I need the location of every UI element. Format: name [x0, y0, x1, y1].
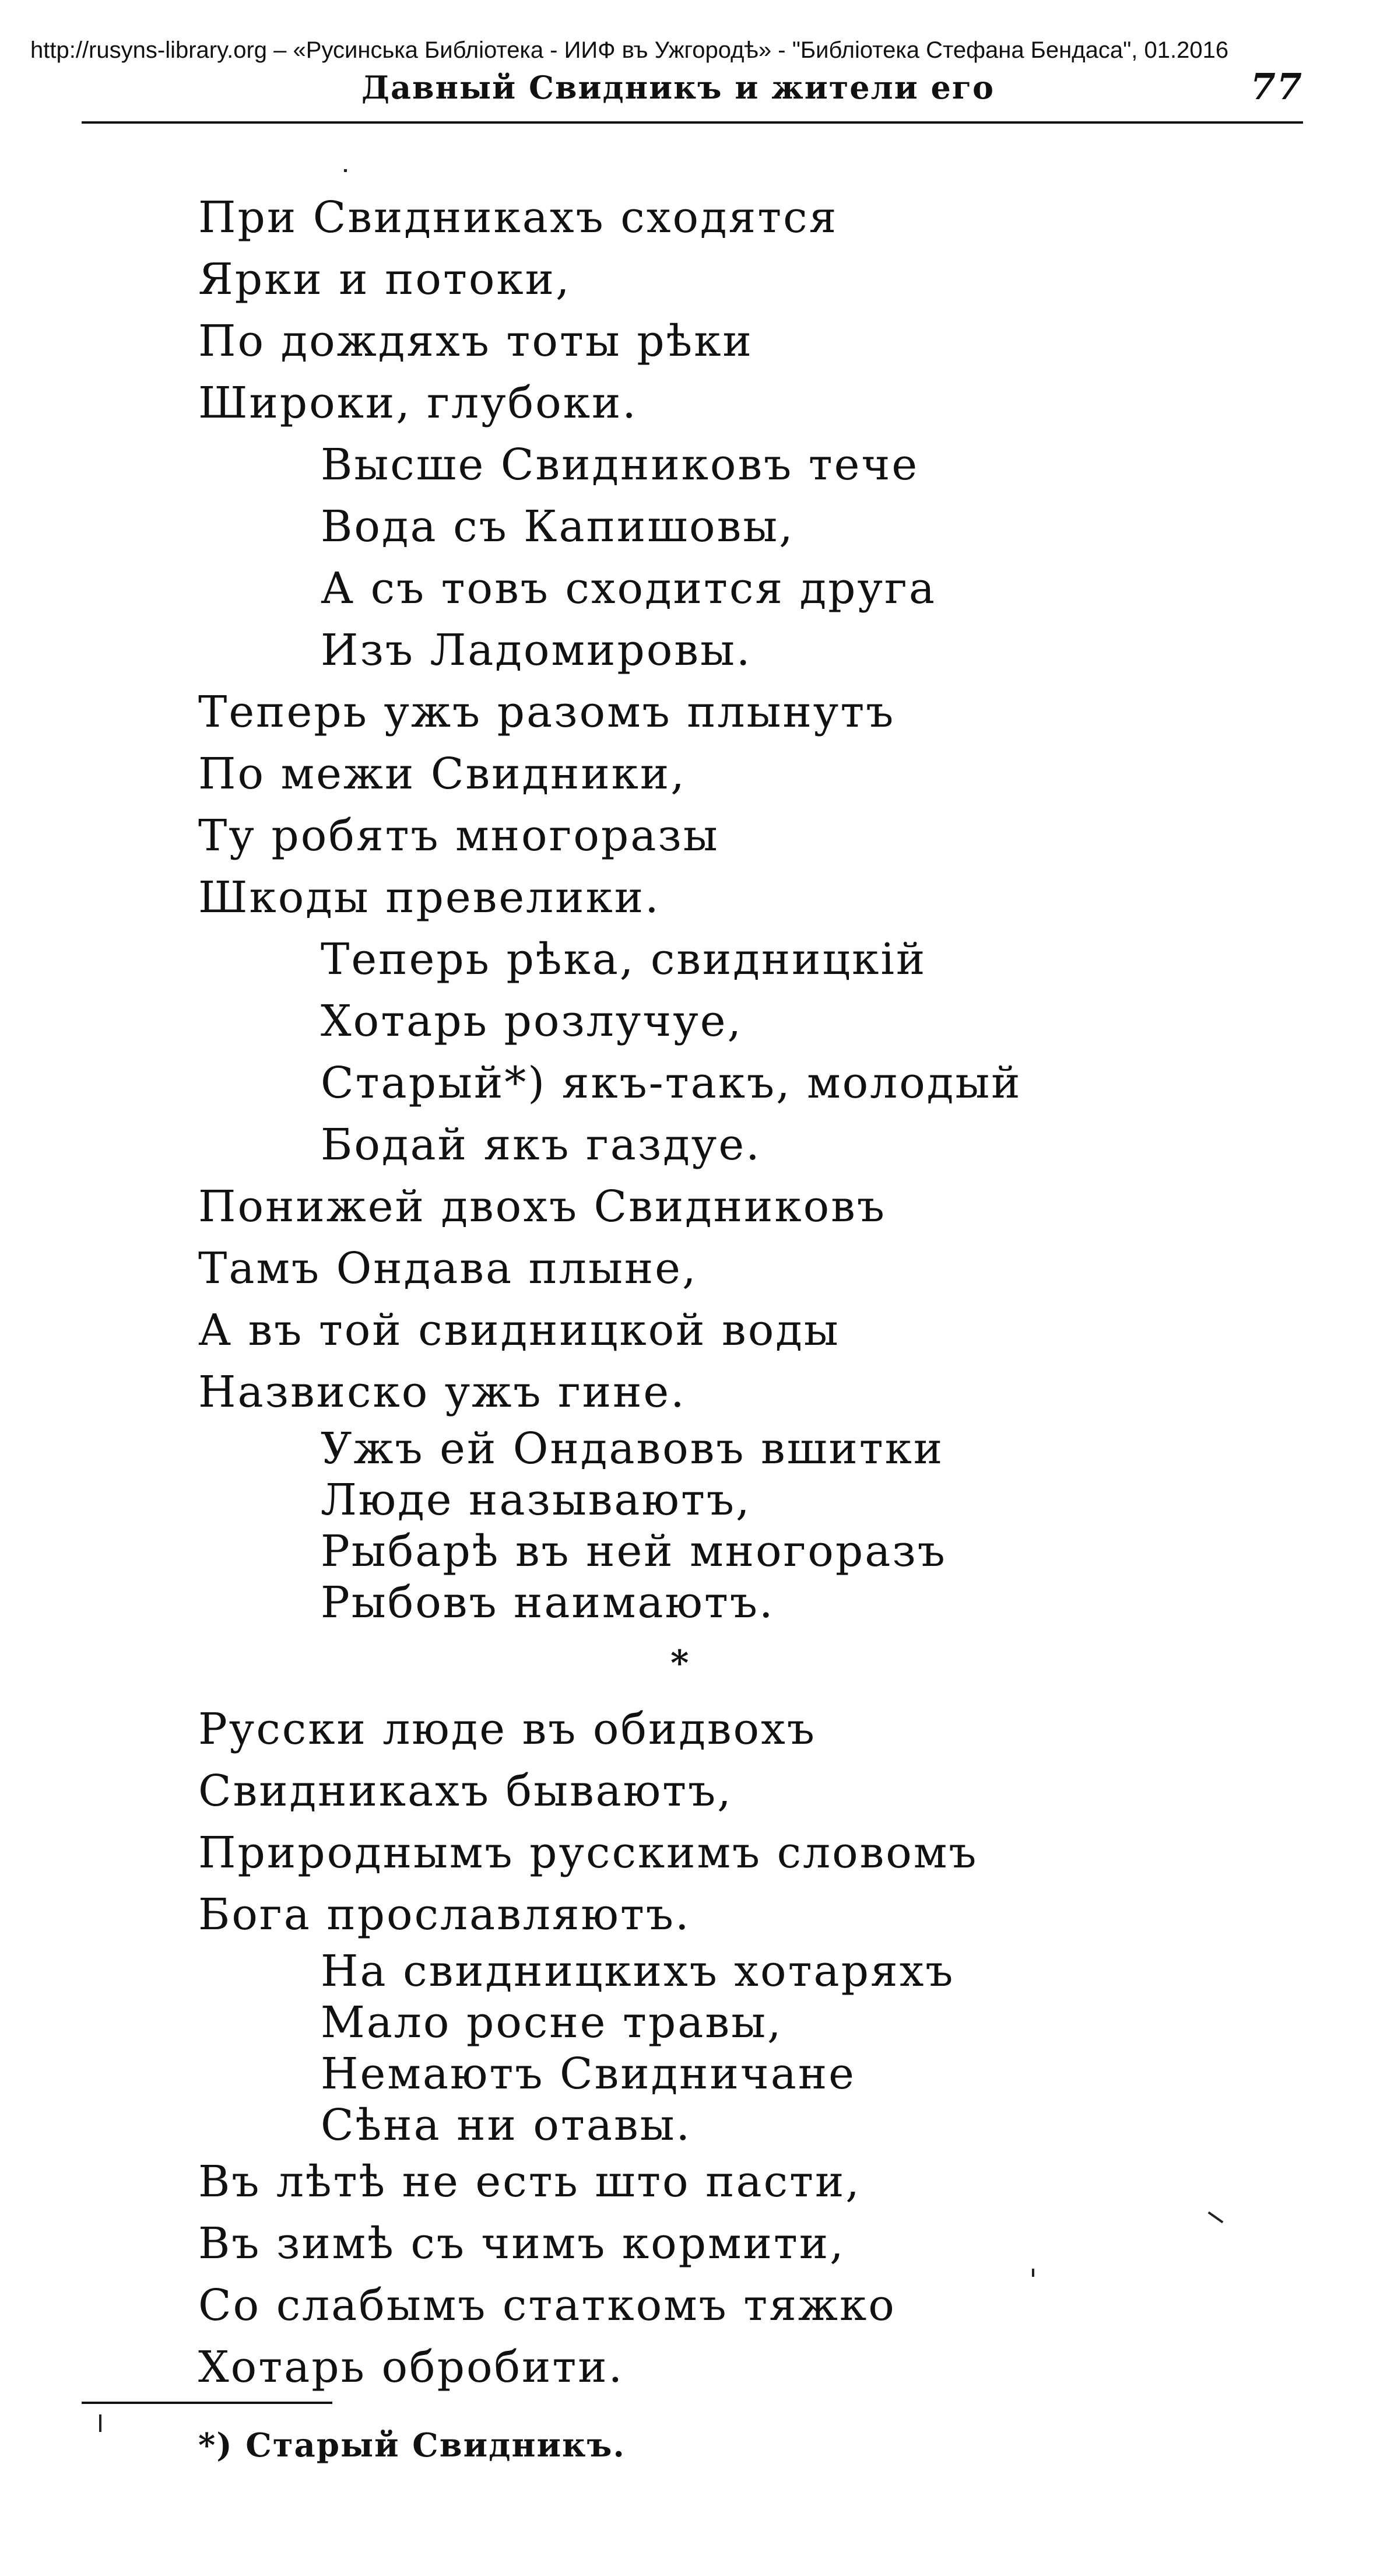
verse-line: Бодай якъ газдуе.	[321, 1120, 761, 1170]
footnote: *) Старый Свидникъ.	[198, 2426, 626, 2465]
verse-line: Сѣна ни отавы.	[321, 2100, 692, 2150]
scan-speck	[344, 169, 347, 172]
verse-line: Понижей двохъ Свидниковъ	[198, 1182, 886, 1232]
page-number: 77	[1250, 65, 1303, 108]
verse-line: Теперь рѣка, свидницкій	[321, 934, 927, 984]
verse-line: Свидникахъ бываютъ,	[198, 1766, 733, 1816]
stanza-7	[198, 1698, 1189, 1946]
verse-line: Природнымъ русскимъ словомъ	[198, 1828, 978, 1878]
verse-line: Тамъ Ондава плыне,	[198, 1243, 698, 1294]
verse-line: А съ товъ сходится друга	[321, 563, 936, 614]
verse-line: Хотарь обробити.	[198, 2342, 624, 2392]
verse-line: При Свидникахъ сходятся	[198, 192, 838, 243]
footnote-rule	[82, 2402, 332, 2404]
verse-line: Ту робятъ многоразы	[198, 811, 719, 861]
verse-line: Старый*) якъ-такъ, молодый	[321, 1058, 1022, 1108]
stanza-2	[198, 434, 1189, 681]
page-header	[82, 65, 1303, 112]
verse-line: Русски люде въ обидвохъ	[198, 1704, 816, 1754]
stanza-3	[198, 681, 1189, 928]
verse-line: На свидницкихъ хотаряхъ	[321, 1946, 955, 1996]
verse-line: А въ той свидницкой воды	[198, 1305, 840, 1355]
verse-line: Бога прославляютъ.	[198, 1890, 691, 1940]
verse-line: Со слабымъ статкомъ тяжко	[198, 2280, 896, 2330]
verse-line: Шкоды превелики.	[198, 872, 661, 923]
verse-line: Мало росне травы,	[321, 1997, 783, 2048]
verse-line: Въ лѣтѣ не есть што пасти,	[198, 2157, 861, 2207]
header-rule	[82, 121, 1303, 124]
scan-speck	[99, 2414, 101, 2432]
verse-line: Рыбарѣ въ ней многоразъ	[321, 1526, 947, 1576]
stanza-8	[198, 1946, 1189, 2151]
verse-line: Люде называютъ,	[321, 1475, 752, 1525]
scan-speck	[1032, 2269, 1034, 2277]
stanza-6	[198, 1423, 1189, 1628]
scan-speck	[1208, 2211, 1224, 2223]
verse-line: Въ зимѣ съ чимъ кормити,	[198, 2218, 845, 2269]
stanza-9	[198, 2151, 1189, 2398]
running-title: Давный Свидникъ и жители его	[361, 69, 995, 106]
section-separator-asterisk: *	[670, 1643, 691, 1684]
verse-line: Немаютъ Свидничане	[321, 2049, 856, 2099]
poem-body	[198, 187, 1189, 2398]
stanza-5	[198, 1176, 1189, 1423]
stanza-1	[198, 187, 1189, 434]
verse-line: Ярки и потоки,	[198, 254, 571, 304]
verse-line: Широки, глубоки.	[198, 378, 638, 428]
verse-line: Назвиско ужъ гине.	[198, 1367, 686, 1417]
verse-line: Ужъ ей Ондавовъ вшитки	[321, 1424, 944, 1474]
verse-line: По дождяхъ тоты рѣки	[198, 316, 753, 366]
verse-line: Высше Свидниковъ тече	[321, 440, 919, 490]
verse-line: Хотарь розлучуе,	[321, 996, 743, 1046]
verse-line: Рыбовъ наимаютъ.	[321, 1578, 775, 1628]
source-attribution: http://rusyns-library.org – «Русинська Библіотека - ИИФ въ Ужгородѣ» - "Библіотека Стефана Бендаса", 01.2016	[30, 37, 1229, 63]
verse-line: Изъ Ладомировы.	[321, 625, 752, 675]
stanza-4	[198, 928, 1189, 1176]
verse-line: По межи Свидники,	[198, 749, 686, 799]
verse-line: Теперь ужъ разомъ плынутъ	[198, 687, 896, 737]
verse-line: Вода съ Капишовы,	[321, 502, 795, 552]
